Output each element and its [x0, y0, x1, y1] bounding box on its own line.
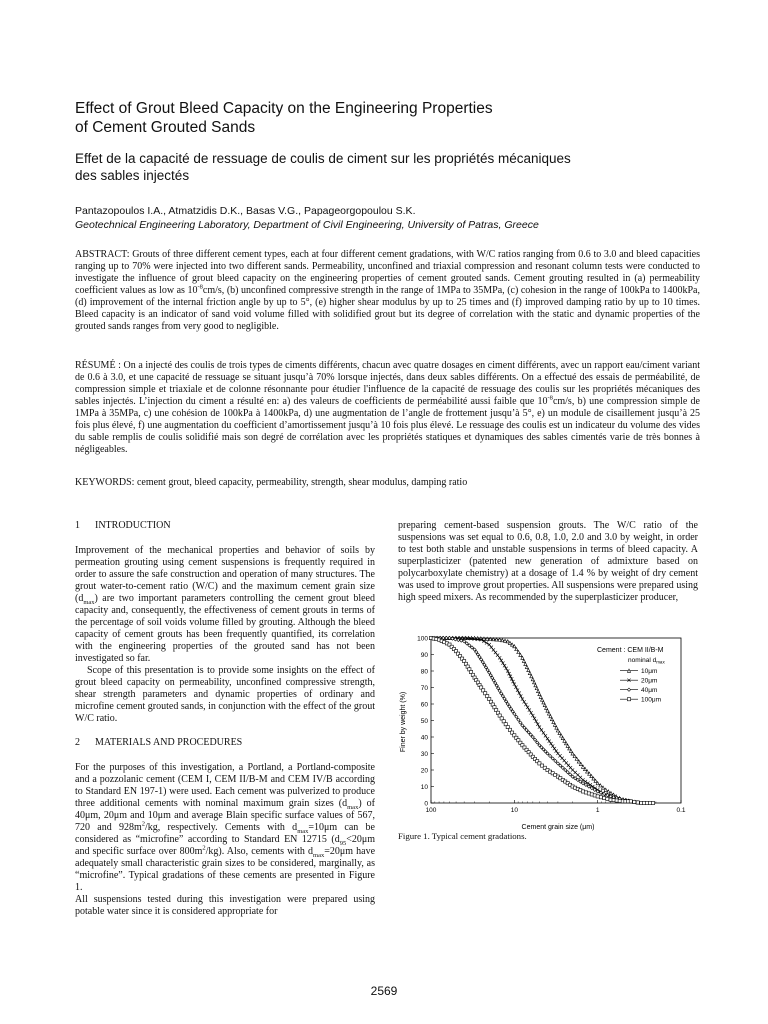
legend-label-40m: 40μm — [641, 687, 658, 694]
data-point — [516, 689, 519, 692]
data-point — [485, 641, 488, 644]
mat-p1-g: =20μm have adequately small characteristic grain sizes to be considered, marginally, as “microfine”. Typical gradations of these cements are presented in Figure 1. — [75, 846, 376, 893]
data-point — [533, 717, 536, 720]
data-point — [528, 672, 531, 675]
section-heading-materials: 2 MATERIALS AND PROCEDURES — [75, 737, 243, 748]
data-point — [523, 700, 526, 703]
y-tick-label: 0 — [424, 800, 428, 808]
data-point — [524, 703, 527, 706]
section-heading-introduction: 1 INTRODUCTION — [75, 520, 171, 531]
data-point — [609, 798, 612, 801]
y-tick-label: 90 — [420, 651, 428, 659]
data-point — [612, 799, 615, 802]
data-point — [603, 796, 606, 799]
resume-text-2: cm/s, b) une compression simple de 1MPa à 35MPa, c) une cohésion de 100kPa à 1400kPa, d) une augmentation de l’angle de frottement jusqu’à 5°, e) un module de cisaillement jusqu’à 25 fois plus élevé, f) une augmentation du coefficient d’amortissement jusqu’à 10 fois plus élevé. Le ressuage des coulis est un indicateur du volume des vides du sable remplis de coulis solidifié mais son degré de corrélation avec les propriétés statiques et dynamiques des sables cimentés varie de très bonnes à négligeables. — [75, 396, 700, 455]
data-point — [526, 706, 529, 709]
y-tick-label: 30 — [420, 750, 428, 758]
resume-text-1: RÉSUMÉ : On a injecté des coulis de trois types de ciments différents, chacun avec quatre dosages en ciment différents, avec un rapport eau/ciment variant de 0.6 à 3.0, et une capacité de ressuage se situant jusqu’à 70% lorsque injectés, dans deux sables différents. On a effectué des essais de perméabilité, de compression simple et triaxiale et de colonne résonnante pour étudier l'influence de la capacité de ressuage des coulis sur les propriétés mécaniques des sables injectés. L’injection du ciment a résulté en: a) des valeurs de coefficients de perméabilité aussi faible que 10 — [75, 360, 700, 407]
data-point — [542, 731, 545, 734]
data-point — [544, 734, 547, 737]
data-point — [636, 801, 639, 804]
legend-subtitle-sub: max — [656, 659, 665, 665]
data-point — [488, 643, 491, 646]
data-point — [503, 639, 506, 642]
data-point — [538, 726, 541, 729]
data-point — [528, 708, 531, 711]
data-point — [531, 714, 534, 717]
data-point — [596, 795, 599, 798]
mat-p1-d: =10μm can be considered as “microfine” according to Standard EN 12715 (d — [75, 822, 375, 845]
paper-title — [75, 99, 695, 137]
gradation-chart — [398, 632, 700, 832]
y-tick-label: 50 — [420, 717, 428, 725]
legend-subtitle-text: nominal d — [628, 657, 657, 664]
mat-p1-sub4: max — [313, 852, 325, 859]
paper-title-line-2: of Cement Grouted Sands — [75, 119, 256, 136]
x-tick-label: 10 — [510, 807, 518, 814]
data-point — [498, 638, 501, 641]
mat-p1-b: ) of 40μm, 20μm and 10μm and average Blain specific surface values of 567, 720 and 928m — [75, 798, 375, 833]
materials-paragraph-1 — [75, 762, 375, 894]
x-tick-label: 1 — [595, 807, 600, 814]
data-point — [529, 711, 532, 714]
data-point — [606, 797, 609, 800]
data-point — [535, 720, 538, 723]
data-point — [633, 800, 636, 803]
intro-p1-text-a: Improvement of the mechanical properties and behavior of soils by permeation grouting using cement suspensions is frequently required in order to assure the safe construction and operation of many structures. The grout water-to-cement ratio (W/C) and the maximum cement grain size (d — [75, 545, 375, 604]
data-point — [496, 654, 499, 657]
intro-p1-subscript: max — [83, 599, 95, 606]
data-point — [506, 640, 509, 643]
y-axis-label: Finer by weight (%) — [400, 691, 407, 753]
data-point — [494, 651, 497, 654]
data-point — [492, 648, 495, 651]
paper-subtitle — [75, 150, 695, 184]
abstract — [75, 249, 700, 333]
data-point — [490, 646, 493, 649]
data-point — [521, 697, 524, 700]
data-point — [525, 665, 528, 668]
mat-p1-f: /kg). Also, cements with d — [205, 846, 314, 857]
materials-paragraph-2: All suspensions tested during this investigation were prepared using potable water since it is considered appropriate for — [75, 894, 375, 917]
right-column — [398, 520, 698, 604]
data-point — [540, 728, 543, 731]
y-tick-label: 40 — [420, 734, 428, 742]
mat-p1-a: For the purposes of this investigation, a Portland, a Portland-composite and a pozzolanic cement (CEM I, CEM II/B-M and CEM IV/B according to Standard EN 197-1) were used. Each cement was pulverized to produce three additional cements with nominal maximum grain sizes (d — [75, 762, 375, 809]
data-point — [627, 698, 630, 701]
materials-paragraph-3: preparing cement-based suspension grouts. The W/C ratio of the suspensions was set equal to 0.6, 0.8, 1.0, 2.0 and 3.0 by weight, in order to test both stable and unstable suspensions in terms of bleed capacity. A superplasticizer (patented new generation of admixture based on polycarboxylate chemistry) at a dosage of 1.4 % by weight of dry cement was used to improve grout properties. All suspensions were prepared using high speed mixers. As recommended by the superplasticizer producer, — [398, 520, 698, 603]
data-point — [519, 694, 522, 697]
paper-subtitle-line-1: Effet de la capacité de ressuage de coulis de ciment sur les propriétés mécaniques — [75, 151, 571, 166]
legend-label-10m: 10μm — [641, 668, 658, 675]
data-point — [530, 675, 533, 678]
figure-caption: Figure 1. Typical cement gradations. — [398, 831, 527, 841]
y-tick-label: 60 — [420, 701, 428, 709]
legend-title: Cement : CEM II/B-M — [597, 647, 664, 654]
data-point — [514, 686, 517, 689]
data-point — [527, 668, 530, 671]
page-number: 2569 — [370, 984, 398, 998]
y-tick-label: 10 — [420, 783, 428, 791]
legend-subtitle — [628, 657, 665, 665]
y-tick-label: 70 — [420, 684, 428, 692]
data-point — [518, 692, 521, 695]
data-point — [629, 800, 632, 803]
mat-p1-sub1: max — [347, 804, 359, 811]
x-tick-label: 0.1 — [676, 807, 686, 814]
data-point — [501, 639, 504, 642]
legend-label-20m: 20μm — [641, 677, 658, 685]
mat-p1-sup1: 2 — [141, 820, 145, 828]
mat-p1-sub3: 95 — [339, 840, 347, 847]
mat-p1-c: /kg, respectively. Cements with d — [144, 822, 298, 833]
intro-paragraph-1 — [75, 545, 375, 665]
abstract-exponent: -8 — [197, 283, 203, 291]
paper-subtitle-line-2: des sables injectés — [75, 168, 190, 183]
legend-label-100m: 100μm — [641, 696, 662, 704]
y-tick-label: 20 — [420, 767, 428, 775]
data-point — [627, 688, 630, 691]
mat-p1-sub2: max — [297, 828, 309, 835]
figure-1 — [398, 632, 700, 842]
chart-legend — [597, 647, 665, 704]
abstract-text-1: ABSTRACT: Grouts of three different cement types, each at four different cement gradations, with W/C ratios ranging from 0.6 to 3.0 and bleed capacities ranging up to 70% were injected into two different sands. Permeability, unconfined and triaxial compression and resonant column tests were conducted to investigate the influence of grout bleed capacity on the engineering properties of cement grouted sands. Cement grouting resulted in (a) permeability coefficient values as low as 10 — [75, 249, 700, 296]
abstract-text-2: cm/s, (b) unconfined compressive strength in the range of 1MPa to 35MPa, (c) cohesion in the range of 100kPa to 1400kPa, (d) improvement of the internal friction angle by up to 5°, (e) higher shear modulus by up to 25 times and (f) improved damping ratio by up to 10 times. Bleed capacity is an indicator of sand void volume filled with solidified grout but its degree of correlation with the static and dynamic properties of the grouted sands ranges from very good to negligible. — [75, 285, 700, 332]
data-point — [651, 801, 654, 804]
y-tick-label: 80 — [420, 668, 428, 676]
paper-title-line-1: Effect of Grout Bleed Capacity on the Engineering Properties — [75, 100, 493, 117]
y-tick-label: 100 — [417, 635, 428, 643]
data-point — [522, 659, 525, 662]
x-tick-label: 100 — [425, 807, 437, 814]
data-point — [536, 723, 539, 726]
data-point — [627, 669, 630, 672]
intro-paragraph-2: Scope of this presentation is to provide some insights on the effect of grout bleed capacity on permeability, unconfined compressive strength, shear strength parameters and dynamic properties of ordinary and microfine cement grouted sands, in conjunction with the effect of the grout W/C ratio. — [75, 665, 375, 724]
keywords: KEYWORDS: cement grout, bleed capacity, permeability, strength, shear modulus, damping ratio — [75, 477, 468, 488]
left-column — [75, 520, 375, 918]
intro-p1-text-b: ) are two important parameters controlling the cement grout bleed capacity and, consequently, the effectiveness of cement grouts in terms of the percentage of soil voids volume filled by grouting. Although the bleed capacity of cement grouts has been frequently quantified, its correlation with the engineering properties of the grouted sand has not been investigated so far. — [75, 593, 375, 664]
data-point — [618, 799, 621, 802]
data-point — [524, 662, 527, 665]
mat-p1-e: <20μm and specific surface over 800m — [75, 834, 375, 857]
authors: Pantazopoulos I.A., Atmatzidis D.K., Basas V.G., Papageorgopoulou S.K. — [75, 205, 416, 217]
legend-entries — [620, 668, 661, 704]
resume — [75, 360, 700, 456]
x-axis-label: Cement grain size (μm) — [521, 824, 595, 831]
chart-series — [429, 636, 656, 804]
data-point — [599, 796, 602, 799]
mat-p1-sup2: 2 — [202, 844, 206, 852]
resume-exponent: -8 — [547, 394, 553, 402]
data-point — [615, 799, 618, 802]
affiliation: Geotechnical Engineering Laboratory, Department of Civil Engineering, University of Patras, Greece — [75, 219, 539, 231]
